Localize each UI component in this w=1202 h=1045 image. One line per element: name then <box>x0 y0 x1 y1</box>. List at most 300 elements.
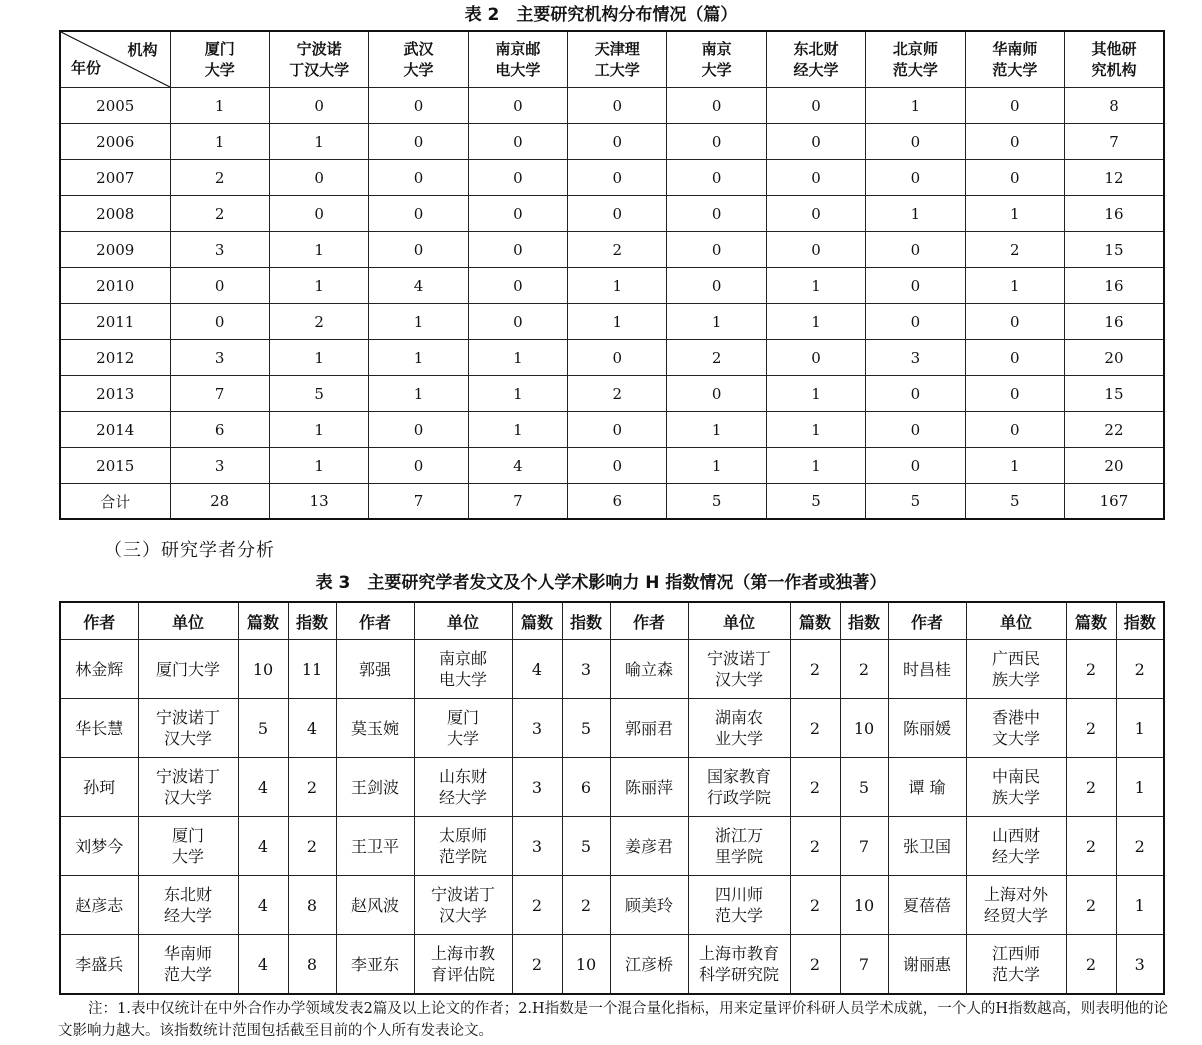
table-row <box>60 196 1164 232</box>
count-cell: 0 <box>568 160 667 196</box>
count-cell: 1 <box>269 268 368 304</box>
cell-line: 2 <box>1085 777 1097 797</box>
count-cell: 3 <box>170 448 269 484</box>
unit-cell <box>688 758 790 817</box>
h-index-cell <box>288 817 336 876</box>
cell-line: 文大学 <box>991 729 1040 748</box>
papers-cell <box>1066 817 1116 876</box>
cell-line: 2 <box>1134 659 1145 679</box>
count-cell: 2 <box>568 376 667 412</box>
count-cell: 0 <box>766 160 865 196</box>
count-cell: 0 <box>369 448 468 484</box>
count-cell: 1 <box>170 124 269 160</box>
cell-line: 宁波诺丁 <box>155 767 220 786</box>
scholar-h-index-table <box>59 601 1165 995</box>
total-cell: 5 <box>667 484 766 520</box>
count-cell: 0 <box>568 340 667 376</box>
table-row <box>60 817 1164 876</box>
cell-line: 3 <box>531 777 543 797</box>
cell-line: 郭强 <box>358 659 391 679</box>
count-cell: 1 <box>269 412 368 448</box>
table2-body <box>60 88 1164 520</box>
count-cell: 2 <box>269 304 368 340</box>
cell-line: 5 <box>858 777 870 797</box>
h-index-cell <box>288 876 336 935</box>
cell-line: 2 <box>1085 836 1097 856</box>
cell-line: 莫玉婉 <box>350 718 399 738</box>
unit-cell <box>688 817 790 876</box>
h-index-cell <box>840 758 888 817</box>
cell-line: 2 <box>1134 836 1145 856</box>
papers-cell <box>512 640 562 699</box>
count-cell: 0 <box>468 124 567 160</box>
cell-line: 汉大学 <box>438 906 487 925</box>
col-header-unit: 单位 <box>966 602 1066 640</box>
cell-line: 范大学 <box>163 965 212 984</box>
total-cell: 5 <box>766 484 865 520</box>
cell-line: 4 <box>257 895 269 915</box>
count-cell: 16 <box>1065 268 1164 304</box>
unit-cell <box>966 758 1066 817</box>
col-header-papers: 篇数 <box>512 602 562 640</box>
unit-cell <box>966 817 1066 876</box>
papers-cell <box>512 817 562 876</box>
table-row <box>60 699 1164 758</box>
author-cell <box>888 876 966 935</box>
cell-line: 上海市教 <box>430 944 495 963</box>
cell-line: 陈丽媛 <box>902 718 951 738</box>
table-row <box>60 124 1164 160</box>
count-cell: 0 <box>269 196 368 232</box>
total-cell: 6 <box>568 484 667 520</box>
unit-cell <box>414 758 512 817</box>
count-cell: 0 <box>965 124 1064 160</box>
author-cell <box>60 758 138 817</box>
h-index-cell <box>1116 758 1164 817</box>
cell-line: 业大学 <box>714 729 763 748</box>
papers-cell <box>512 758 562 817</box>
cell-line: 3 <box>1134 954 1145 974</box>
cell-line: 香港中 <box>991 708 1040 727</box>
col-header-author: 作者 <box>60 602 138 640</box>
table-note: 注：1.表中仅统计在中外合作办学领域发表2篇及以上论文的作者；2.H指数是一个混合量化指标，用来定量评价科研人员学术成就，一个人的H指数越高，则表明他的论文影响力越大。该指数统计范围包括截至目前的个人所有发表论文。 <box>58 1001 1168 1039</box>
col-header-papers: 篇数 <box>790 602 840 640</box>
cell-line: 3 <box>580 659 592 679</box>
papers-cell <box>1066 640 1116 699</box>
h-index-cell <box>840 935 888 995</box>
cell-line: 经贸大学 <box>983 906 1048 925</box>
papers-cell <box>512 876 562 935</box>
count-cell: 0 <box>468 268 567 304</box>
author-cell <box>60 699 138 758</box>
count-cell: 1 <box>269 340 368 376</box>
count-cell: 0 <box>766 124 865 160</box>
count-cell: 1 <box>170 88 269 124</box>
cell-line: 7 <box>858 836 870 856</box>
h-index-cell <box>562 876 610 935</box>
cell-line: 东北财 <box>163 885 212 904</box>
cell-line: 4 <box>531 659 543 679</box>
total-label: 合计 <box>60 484 170 520</box>
year-cell: 2008 <box>60 196 170 232</box>
cell-line: 王剑波 <box>350 777 399 797</box>
papers-cell <box>238 640 288 699</box>
count-cell: 1 <box>965 268 1064 304</box>
author-cell <box>60 640 138 699</box>
table-row <box>60 758 1164 817</box>
cell-line: 8 <box>306 895 318 915</box>
cell-line: 赵彦志 <box>75 895 124 915</box>
cell-line: 2 <box>1085 659 1097 679</box>
author-cell <box>888 758 966 817</box>
cell-line: 1 <box>1134 777 1145 797</box>
h-index-cell <box>288 758 336 817</box>
count-cell: 0 <box>866 232 965 268</box>
author-cell <box>60 935 138 995</box>
cell-line: 电大学 <box>438 670 487 689</box>
count-cell: 0 <box>766 196 865 232</box>
author-cell <box>336 876 414 935</box>
cell-line: 范学院 <box>438 847 487 866</box>
cell-line: 育评估院 <box>430 965 495 984</box>
col-header-dufe: 东北财 经大学 <box>766 31 865 88</box>
cell-line: 李盛兵 <box>75 954 124 974</box>
cell-line: 4 <box>257 954 269 974</box>
cell-line: 时昌桂 <box>902 659 951 679</box>
count-cell: 0 <box>369 196 468 232</box>
count-cell: 2 <box>667 340 766 376</box>
cell-line: 宁波诺丁 <box>706 649 771 668</box>
count-cell: 3 <box>170 340 269 376</box>
h-index-cell <box>840 817 888 876</box>
unit-cell <box>414 699 512 758</box>
count-cell: 16 <box>1065 304 1164 340</box>
count-cell: 0 <box>866 412 965 448</box>
col-header-njupt: 南京邮 电大学 <box>468 31 567 88</box>
col-header-unit: 单位 <box>688 602 790 640</box>
papers-cell <box>790 876 840 935</box>
col-header-xmu: 厦门 大学 <box>170 31 269 88</box>
cell-line: 陈丽萍 <box>624 777 673 797</box>
count-cell: 0 <box>468 196 567 232</box>
papers-cell <box>1066 876 1116 935</box>
institution-distribution-table <box>59 30 1165 520</box>
author-cell <box>888 699 966 758</box>
cell-line: 1 <box>1134 718 1145 738</box>
author-cell <box>60 876 138 935</box>
total-cell: 5 <box>965 484 1064 520</box>
cell-line: 山东财 <box>438 767 487 786</box>
count-cell: 0 <box>667 88 766 124</box>
cell-line: 厦门 <box>446 708 479 727</box>
count-cell: 0 <box>766 232 865 268</box>
h-index-cell <box>1116 699 1164 758</box>
author-cell <box>336 758 414 817</box>
author-cell <box>336 699 414 758</box>
cell-line: 2 <box>809 836 821 856</box>
count-cell: 15 <box>1065 376 1164 412</box>
count-cell: 2 <box>568 232 667 268</box>
col-header-papers: 篇数 <box>1066 602 1116 640</box>
count-cell: 1 <box>468 340 567 376</box>
papers-cell <box>790 640 840 699</box>
table3-caption: 表 3 主要研究学者发文及个人学术影响力 H 指数情况（第一作者或独著） <box>315 573 887 593</box>
count-cell: 0 <box>766 88 865 124</box>
count-cell: 0 <box>170 304 269 340</box>
count-cell: 1 <box>369 376 468 412</box>
count-cell: 0 <box>667 268 766 304</box>
count-cell: 0 <box>866 160 965 196</box>
count-cell: 0 <box>369 412 468 448</box>
h-index-cell <box>562 817 610 876</box>
total-row <box>60 484 1164 520</box>
cell-line: 经大学 <box>163 906 212 925</box>
cell-line: 喻立森 <box>624 659 673 679</box>
cell-line: 南京邮 <box>438 649 487 668</box>
cell-line: 6 <box>580 777 592 797</box>
cell-line: 10 <box>575 954 597 974</box>
cell-line: 2 <box>809 954 821 974</box>
h-index-cell <box>1116 817 1164 876</box>
cell-line: 大学 <box>446 729 479 748</box>
count-cell: 1 <box>369 304 468 340</box>
cell-line: 1 <box>1134 895 1145 915</box>
count-cell: 0 <box>965 88 1064 124</box>
count-cell: 0 <box>667 376 766 412</box>
author-cell <box>610 876 688 935</box>
cell-line: 行政学院 <box>706 788 771 807</box>
cell-line: 2 <box>858 659 870 679</box>
table-row <box>60 412 1164 448</box>
cell-line: 汉大学 <box>714 670 763 689</box>
count-cell: 3 <box>170 232 269 268</box>
count-cell: 22 <box>1065 412 1164 448</box>
count-cell: 0 <box>965 376 1064 412</box>
table-row <box>60 340 1164 376</box>
count-cell: 15 <box>1065 232 1164 268</box>
col-header-bnu: 北京师 范大学 <box>866 31 965 88</box>
table-row <box>60 160 1164 196</box>
h-index-cell <box>562 935 610 995</box>
h-index-cell <box>840 640 888 699</box>
table2-corner-header <box>60 31 170 88</box>
count-cell: 3 <box>866 340 965 376</box>
h-index-cell <box>288 935 336 995</box>
col-header-whu: 武汉 大学 <box>369 31 468 88</box>
cell-line: 经大学 <box>438 788 487 807</box>
count-cell: 0 <box>965 412 1064 448</box>
cell-line: 华南师 <box>163 944 212 963</box>
count-cell: 0 <box>568 412 667 448</box>
total-cell: 167 <box>1065 484 1164 520</box>
cell-line: 范大学 <box>991 965 1040 984</box>
count-cell: 2 <box>170 196 269 232</box>
unit-cell <box>138 817 238 876</box>
cell-line: 2 <box>306 836 318 856</box>
papers-cell <box>790 758 840 817</box>
col-header-papers: 篇数 <box>238 602 288 640</box>
h-index-cell <box>562 758 610 817</box>
cell-line: 科学研究院 <box>698 965 779 984</box>
papers-cell <box>238 817 288 876</box>
year-cell: 2014 <box>60 412 170 448</box>
cell-line: 5 <box>580 836 592 856</box>
cell-line: 2 <box>580 895 592 915</box>
unit-cell <box>138 640 238 699</box>
count-cell: 0 <box>866 376 965 412</box>
count-cell: 0 <box>468 160 567 196</box>
count-cell: 0 <box>965 304 1064 340</box>
unit-cell <box>414 876 512 935</box>
count-cell: 6 <box>170 412 269 448</box>
count-cell: 0 <box>766 340 865 376</box>
count-cell: 1 <box>269 232 368 268</box>
count-cell: 4 <box>468 448 567 484</box>
cell-line: 11 <box>301 659 323 679</box>
cell-line: 李亚东 <box>350 954 399 974</box>
count-cell: 0 <box>866 124 965 160</box>
author-cell <box>610 699 688 758</box>
col-header-scnu: 华南师 范大学 <box>965 31 1064 88</box>
cell-line: 范大学 <box>714 906 763 925</box>
cell-line: 江西师 <box>991 944 1040 963</box>
count-cell: 0 <box>369 124 468 160</box>
count-cell: 0 <box>269 160 368 196</box>
table-row <box>60 640 1164 699</box>
cell-line: 经大学 <box>991 847 1040 866</box>
unit-cell <box>688 876 790 935</box>
cell-line: 7 <box>858 954 870 974</box>
author-cell <box>610 758 688 817</box>
cell-line: 4 <box>257 777 269 797</box>
year-cell: 2012 <box>60 340 170 376</box>
year-cell: 2013 <box>60 376 170 412</box>
cell-line: 宁波诺丁 <box>155 708 220 727</box>
count-cell: 1 <box>269 448 368 484</box>
unit-cell <box>138 935 238 995</box>
count-cell: 0 <box>866 448 965 484</box>
count-cell: 0 <box>568 124 667 160</box>
cell-line: 顾美玲 <box>624 895 673 915</box>
cell-line: 3 <box>531 836 543 856</box>
table3-body <box>60 640 1164 995</box>
cell-line: 张卫国 <box>902 836 951 856</box>
cell-line: 2 <box>809 895 821 915</box>
papers-cell <box>238 699 288 758</box>
unit-cell <box>966 699 1066 758</box>
cell-line: 上海对外 <box>983 885 1048 904</box>
year-cell: 2006 <box>60 124 170 160</box>
count-cell: 0 <box>866 304 965 340</box>
cell-line: 2 <box>1085 718 1097 738</box>
count-cell: 0 <box>667 232 766 268</box>
papers-cell <box>790 699 840 758</box>
cell-line: 赵风波 <box>350 895 399 915</box>
cell-line: 林金辉 <box>75 659 124 679</box>
table2-caption: 表 2 主要研究机构分布情况（篇） <box>464 5 738 25</box>
unit-cell <box>138 876 238 935</box>
count-cell: 20 <box>1065 448 1164 484</box>
table-row <box>60 448 1164 484</box>
table-row <box>60 376 1164 412</box>
cell-line: 宁波诺丁 <box>430 885 495 904</box>
cell-line: 4 <box>257 836 269 856</box>
count-cell: 1 <box>667 304 766 340</box>
cell-line: 大学 <box>171 847 204 866</box>
h-index-cell <box>1116 640 1164 699</box>
cell-line: 夏蓓蓓 <box>902 895 951 915</box>
count-cell: 1 <box>667 448 766 484</box>
count-cell: 0 <box>369 160 468 196</box>
author-cell <box>336 817 414 876</box>
h-index-cell <box>840 699 888 758</box>
cell-line: 广西民 <box>991 649 1040 668</box>
count-cell: 1 <box>965 448 1064 484</box>
papers-cell <box>238 876 288 935</box>
papers-cell <box>1066 699 1116 758</box>
col-header-h-index: 指数 <box>288 602 336 640</box>
count-cell: 0 <box>468 88 567 124</box>
cell-line: 国家教育 <box>706 767 771 786</box>
col-header-unit: 单位 <box>414 602 512 640</box>
cell-line: 8 <box>306 954 318 974</box>
count-cell: 1 <box>468 412 567 448</box>
cell-line: 5 <box>257 718 269 738</box>
cell-line: 孙珂 <box>83 777 116 797</box>
unit-cell <box>414 935 512 995</box>
h-index-cell <box>840 876 888 935</box>
cell-line: 2 <box>809 777 821 797</box>
cell-line: 厦门大学 <box>155 659 220 679</box>
year-cell: 2007 <box>60 160 170 196</box>
count-cell: 2 <box>170 160 269 196</box>
corner-label-year: 年份 <box>71 59 102 77</box>
col-header-h-index: 指数 <box>1116 602 1164 640</box>
papers-cell <box>1066 758 1116 817</box>
year-cell: 2010 <box>60 268 170 304</box>
cell-line: 2 <box>306 777 318 797</box>
total-cell: 7 <box>468 484 567 520</box>
author-cell <box>888 817 966 876</box>
count-cell: 1 <box>468 376 567 412</box>
col-header-tjut: 天津理 工大学 <box>568 31 667 88</box>
cell-line: 10 <box>853 718 875 738</box>
count-cell: 0 <box>369 88 468 124</box>
count-cell: 0 <box>568 448 667 484</box>
count-cell: 0 <box>369 232 468 268</box>
count-cell: 0 <box>667 196 766 232</box>
h-index-cell <box>288 699 336 758</box>
count-cell: 12 <box>1065 160 1164 196</box>
count-cell: 0 <box>568 196 667 232</box>
papers-cell <box>1066 935 1116 995</box>
count-cell: 16 <box>1065 196 1164 232</box>
cell-line: 江彦桥 <box>624 954 673 974</box>
col-header-h-index: 指数 <box>840 602 888 640</box>
col-header-author: 作者 <box>336 602 414 640</box>
papers-cell <box>512 935 562 995</box>
cell-line: 5 <box>580 718 592 738</box>
cell-line: 2 <box>1085 954 1097 974</box>
count-cell: 8 <box>1065 88 1164 124</box>
cell-line: 浙江万 <box>714 826 763 845</box>
cell-line: 四川师 <box>714 885 763 904</box>
count-cell: 1 <box>766 412 865 448</box>
total-cell: 7 <box>369 484 468 520</box>
col-header-others: 其他研 究机构 <box>1065 31 1164 88</box>
col-header-author: 作者 <box>610 602 688 640</box>
author-cell <box>888 935 966 995</box>
